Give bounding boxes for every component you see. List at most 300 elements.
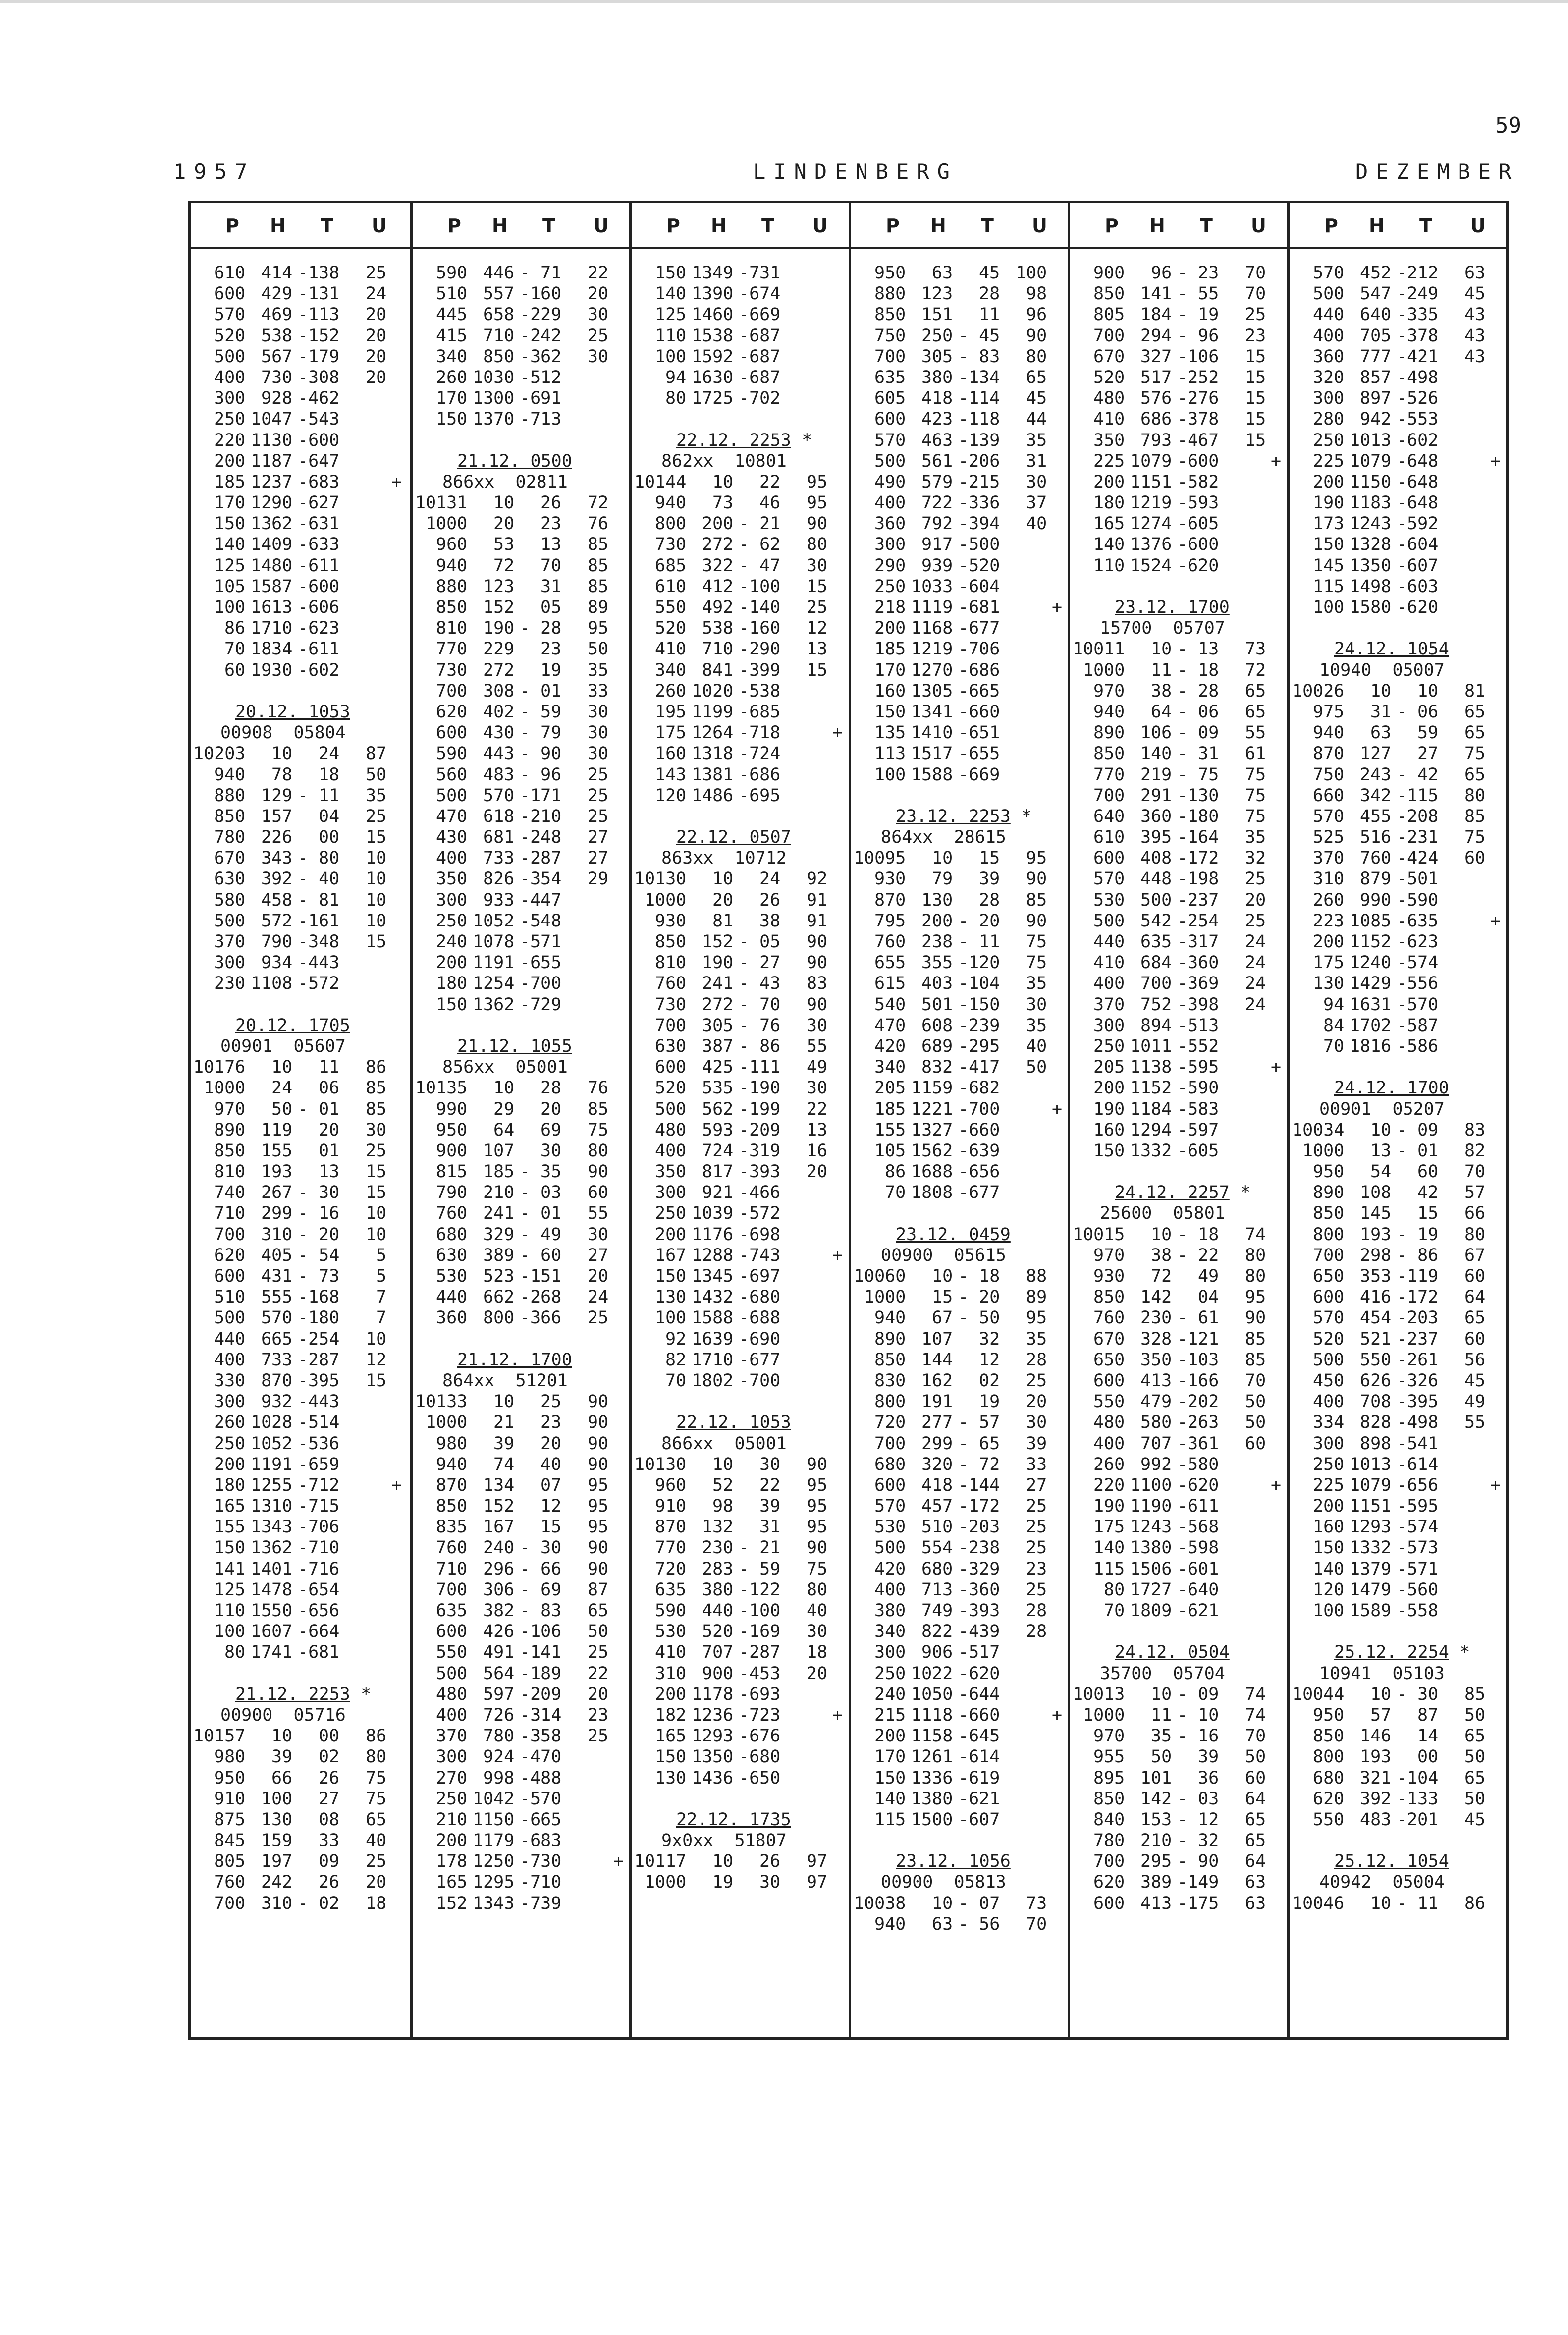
cell-humidity: 31 xyxy=(1026,451,1047,471)
table-row xyxy=(1290,952,1507,973)
table-row xyxy=(632,346,849,367)
cell-temperature: -700 xyxy=(958,1099,1000,1119)
cell-height: 898 xyxy=(1360,1433,1392,1454)
cell-humidity: 100 xyxy=(1016,263,1047,283)
cell-temperature: -140 xyxy=(739,597,781,617)
table-column xyxy=(1287,203,1507,2037)
cell-pressure: 200 xyxy=(1093,472,1125,492)
cell-height: 1183 xyxy=(1350,493,1392,513)
cell-height: 900 xyxy=(702,1663,734,1683)
table-row xyxy=(632,263,849,283)
table-row xyxy=(413,785,630,806)
cell-pressure: 175 xyxy=(1093,1517,1125,1537)
table-row xyxy=(191,1287,410,1307)
table-row xyxy=(191,890,410,911)
cell-humidity: 49 xyxy=(1464,1392,1486,1412)
cell-pressure: 10130 xyxy=(634,869,687,889)
cell-pressure: 620 xyxy=(214,1245,246,1265)
cell-height: 66 xyxy=(271,1768,293,1788)
cell-temperature: -498 xyxy=(1397,1412,1439,1433)
cell-height: 1030 xyxy=(473,367,515,387)
cell-temperature: - 01 xyxy=(1397,1140,1439,1161)
cell-temperature: -592 xyxy=(1397,514,1439,534)
cell-height: 1033 xyxy=(911,576,953,597)
cell-humidity: 95 xyxy=(1026,848,1047,869)
cell-pressure: 520 xyxy=(1093,367,1125,387)
cell-temperature: 25 xyxy=(541,1392,562,1412)
cell-temperature: - 09 xyxy=(1177,723,1219,743)
cell-pressure: 970 xyxy=(1093,1245,1125,1265)
cell-pressure: 850 xyxy=(1313,1726,1345,1746)
cell-humidity: 22 xyxy=(588,263,609,283)
table-row xyxy=(1290,681,1507,702)
cell-temperature: - 96 xyxy=(520,764,562,785)
table-row xyxy=(632,1120,849,1140)
cell-humidity: 40 xyxy=(807,1601,828,1621)
cell-temperature: -172 xyxy=(958,1496,1000,1517)
cell-temperature: -574 xyxy=(1397,1517,1439,1537)
table-row xyxy=(851,1726,1068,1746)
cell-temperature: - 32 xyxy=(1177,1831,1219,1851)
cell-humidity: 20 xyxy=(807,1162,828,1182)
cell-height: 305 xyxy=(702,1015,734,1035)
table-row xyxy=(1070,1307,1287,1328)
cell-height: 1270 xyxy=(911,660,953,680)
cell-height: 1300 xyxy=(473,388,515,409)
table-row xyxy=(632,952,849,973)
cell-pressure: 970 xyxy=(1093,1726,1125,1746)
cell-temperature: -149 xyxy=(1177,1872,1219,1893)
table-row xyxy=(413,1872,630,1893)
cell-pressure: 720 xyxy=(655,1559,687,1579)
cell-height: 1243 xyxy=(1350,514,1392,534)
cell-temperature: -743 xyxy=(739,1245,781,1265)
cell-temperature: - 49 xyxy=(520,1224,562,1245)
cell-temperature: -631 xyxy=(298,514,340,534)
cell-temperature: - 18 xyxy=(1177,1224,1219,1245)
ascent-code xyxy=(413,1370,630,1391)
cell-pressure: 530 xyxy=(874,1517,906,1537)
cell-height: 1047 xyxy=(251,409,293,430)
cell-humidity: 90 xyxy=(807,953,828,973)
table-row xyxy=(191,1726,410,1746)
cell-height: 19 xyxy=(712,1872,734,1893)
table-row xyxy=(1070,1350,1287,1370)
cell-height: 21 xyxy=(493,1412,515,1433)
cell-height: 272 xyxy=(483,660,515,680)
ascent-date: 24.12. 1054 xyxy=(1334,639,1449,659)
cell-pressure: 113 xyxy=(874,744,906,764)
cell-pressure: 115 xyxy=(1313,576,1345,597)
ascent-code-text: 856xx 05001 xyxy=(442,1057,568,1078)
cell-height: 1243 xyxy=(1130,1517,1172,1537)
table-row xyxy=(413,1893,630,1914)
table-row xyxy=(632,1370,849,1391)
cell-pressure: 975 xyxy=(1313,702,1345,722)
cell-humidity: 61 xyxy=(1245,744,1266,764)
cell-pressure: 340 xyxy=(874,1057,906,1078)
ascent-date: 20.12. 1053 xyxy=(235,702,350,722)
cell-pressure: 780 xyxy=(214,827,246,848)
column-header-row xyxy=(413,203,630,249)
cell-pressure: 100 xyxy=(214,1622,246,1642)
cell-temperature: - 86 xyxy=(1397,1245,1439,1265)
cell-temperature: - 75 xyxy=(1177,764,1219,785)
cell-pressure: 940 xyxy=(874,1308,906,1328)
table-row xyxy=(413,1768,630,1789)
cell-height: 72 xyxy=(1151,1266,1172,1286)
cell-height: 342 xyxy=(1360,785,1392,806)
table-row xyxy=(851,492,1068,513)
table-row xyxy=(851,263,1068,283)
cell-temperature: -144 xyxy=(958,1475,1000,1495)
cell-temperature: -160 xyxy=(739,618,781,639)
cell-height: 924 xyxy=(483,1747,515,1767)
cell-humidity: 25 xyxy=(1026,1579,1047,1600)
cell-height: 405 xyxy=(261,1245,293,1265)
cell-pressure: 350 xyxy=(436,869,468,889)
table-row xyxy=(1070,1475,1287,1496)
ascent-code-text: 15700 05707 xyxy=(1100,618,1225,639)
cell-temperature: -189 xyxy=(520,1663,562,1683)
cell-humidity: 18 xyxy=(807,1642,828,1663)
cell-pressure: 240 xyxy=(436,932,468,952)
cell-pressure: 500 xyxy=(436,1663,468,1683)
table-row xyxy=(413,263,630,283)
cell-humidity: 75 xyxy=(1464,827,1486,848)
cell-pressure: 500 xyxy=(214,911,246,931)
table-row xyxy=(413,409,630,430)
cell-pressure: 800 xyxy=(1313,1224,1345,1245)
cell-temperature: -254 xyxy=(1177,911,1219,931)
cell-temperature: -308 xyxy=(298,367,340,387)
cell-pressure: 540 xyxy=(874,994,906,1015)
sounding-table xyxy=(188,201,1509,2040)
cell-height: 1022 xyxy=(911,1663,953,1683)
ascent-date-time xyxy=(632,1412,849,1433)
cell-temperature: 39 xyxy=(759,1496,781,1517)
table-row xyxy=(851,931,1068,952)
cell-height: 562 xyxy=(702,1099,734,1119)
table-row xyxy=(413,388,630,409)
cell-height: 1152 xyxy=(1350,932,1392,952)
ascent-code-text: 00901 05207 xyxy=(1319,1099,1445,1119)
cell-humidity: 55 xyxy=(588,1203,609,1224)
table-row xyxy=(851,1746,1068,1767)
cell-temperature: -121 xyxy=(1177,1329,1219,1349)
cell-height: 1589 xyxy=(1350,1601,1392,1621)
cell-height: 1741 xyxy=(251,1642,293,1663)
cell-height: 932 xyxy=(261,1392,293,1412)
cell-height: 210 xyxy=(1140,1831,1172,1851)
cell-pressure: 930 xyxy=(655,911,687,931)
ascent-code xyxy=(851,1245,1068,1266)
cell-pressure: 530 xyxy=(436,1266,468,1286)
cell-height: 10 xyxy=(1370,1120,1392,1140)
table-row xyxy=(1070,263,1287,283)
cell-pressure: 140 xyxy=(874,1789,906,1809)
cell-temperature: -160 xyxy=(520,284,562,304)
cell-pressure: 250 xyxy=(214,1433,246,1454)
cell-temperature: - 59 xyxy=(739,1559,781,1579)
table-row xyxy=(191,576,410,597)
cell-temperature: - 01 xyxy=(520,1203,562,1224)
cell-pressure: 940 xyxy=(1313,723,1345,743)
table-row xyxy=(413,1433,630,1454)
cell-temperature: -209 xyxy=(739,1120,781,1140)
cell-pressure: 445 xyxy=(436,305,468,325)
cell-temperature: 10 xyxy=(1417,681,1439,701)
cell-pressure: 810 xyxy=(436,618,468,639)
table-row xyxy=(851,702,1068,722)
cell-height: 1100 xyxy=(1130,1475,1172,1495)
table-row xyxy=(1070,1245,1287,1266)
cell-humidity: 95 xyxy=(807,472,828,492)
ascent-date-time xyxy=(1070,597,1287,618)
cell-pressure: 620 xyxy=(1313,1789,1345,1809)
cell-pressure: 310 xyxy=(655,1663,687,1683)
cell-height: 1013 xyxy=(1350,1454,1392,1474)
cell-temperature: -718 xyxy=(739,723,781,743)
cell-humidity: 30 xyxy=(588,702,609,722)
cell-pressure: 630 xyxy=(436,1245,468,1265)
cell-humidity: 5 xyxy=(376,1266,387,1286)
cell-humidity: 65 xyxy=(1464,1768,1486,1788)
cell-humidity: 89 xyxy=(1026,1287,1047,1307)
cell-pressure: 1000 xyxy=(864,1287,906,1307)
cell-pressure: 680 xyxy=(874,1454,906,1474)
table-row xyxy=(1290,1036,1507,1057)
table-row xyxy=(1070,1329,1287,1350)
ascent-code xyxy=(1290,660,1507,681)
cell-humidity: 33 xyxy=(1026,1454,1047,1474)
table-row xyxy=(1070,1496,1287,1517)
ascent-code-text: 864xx 51201 xyxy=(442,1370,568,1391)
table-row xyxy=(1070,1057,1287,1078)
cell-pressure: 550 xyxy=(1093,1392,1125,1412)
cell-temperature: -655 xyxy=(520,953,562,973)
cell-pressure: 225 xyxy=(1313,451,1345,471)
cell-height: 1187 xyxy=(251,451,293,471)
cell-pressure: 185 xyxy=(874,1099,906,1119)
table-row xyxy=(1070,326,1287,346)
cell-temperature: 30 xyxy=(759,1872,781,1893)
cell-pressure: 182 xyxy=(655,1705,687,1725)
cell-humidity: 43 xyxy=(1464,305,1486,325)
cell-humidity: 45 xyxy=(1026,388,1047,409)
cell-temperature: - 28 xyxy=(520,618,562,639)
cell-humidity: 50 xyxy=(366,764,387,785)
tropopause-marker: + xyxy=(1490,911,1501,931)
cell-pressure: 570 xyxy=(1313,806,1345,826)
table-row xyxy=(413,283,630,304)
cell-humidity: 30 xyxy=(1026,472,1047,492)
cell-pressure: 850 xyxy=(874,1350,906,1370)
cell-pressure: 480 xyxy=(655,1120,687,1140)
table-row xyxy=(851,472,1068,492)
cell-pressure: 260 xyxy=(655,681,687,701)
table-row xyxy=(1070,785,1287,806)
table-row xyxy=(1290,1475,1507,1496)
cell-pressure: 805 xyxy=(1093,305,1125,325)
table-row xyxy=(632,1517,849,1537)
cell-temperature: -606 xyxy=(298,597,340,617)
column-header: P xyxy=(1324,215,1338,237)
cell-temperature: 22 xyxy=(759,472,781,492)
cell-height: 38 xyxy=(1151,681,1172,701)
cell-temperature: -572 xyxy=(298,974,340,994)
cell-temperature: 13 xyxy=(541,535,562,555)
cell-pressure: 175 xyxy=(655,723,687,743)
cell-height: 10 xyxy=(712,1851,734,1872)
cell-height: 640 xyxy=(1360,305,1392,325)
cell-height: 570 xyxy=(483,785,515,806)
cell-height: 894 xyxy=(1140,1015,1172,1035)
ascent-date-time xyxy=(1070,1182,1287,1203)
table-row xyxy=(191,1307,410,1328)
cell-humidity: 86 xyxy=(366,1726,387,1746)
cell-pressure: 82 xyxy=(665,1350,687,1370)
cell-height: 1151 xyxy=(1350,1496,1392,1517)
table-row xyxy=(1290,409,1507,430)
cell-height: 1725 xyxy=(692,388,734,409)
cell-height: 557 xyxy=(483,284,515,304)
cell-height: 662 xyxy=(483,1287,515,1307)
cell-temperature: -739 xyxy=(520,1893,562,1913)
cell-humidity: 20 xyxy=(807,1663,828,1683)
table-row xyxy=(851,1914,1068,1935)
cell-humidity: 50 xyxy=(1464,1789,1486,1809)
cell-pressure: 600 xyxy=(1313,1287,1345,1307)
cell-pressure: 490 xyxy=(874,472,906,492)
cell-pressure: 410 xyxy=(655,639,687,659)
cell-height: 79 xyxy=(932,869,953,889)
cell-pressure: 150 xyxy=(655,1266,687,1286)
cell-humidity: 30 xyxy=(588,305,609,325)
cell-humidity: 25 xyxy=(1026,1517,1047,1537)
cell-temperature: -467 xyxy=(1177,430,1219,450)
cell-humidity: 30 xyxy=(1026,994,1047,1015)
cell-temperature: -687 xyxy=(739,346,781,367)
table-row xyxy=(851,764,1068,785)
cell-height: 74 xyxy=(493,1454,515,1474)
cell-pressure: 250 xyxy=(214,409,246,430)
cell-temperature: -614 xyxy=(958,1747,1000,1767)
cell-height: 608 xyxy=(921,1015,953,1035)
cell-height: 1191 xyxy=(251,1454,293,1474)
cell-height: 402 xyxy=(483,702,515,722)
cell-temperature: -466 xyxy=(739,1183,781,1203)
cell-pressure: 250 xyxy=(874,576,906,597)
table-row xyxy=(1290,576,1507,597)
cell-height: 713 xyxy=(921,1579,953,1600)
cell-pressure: 600 xyxy=(436,1622,468,1642)
cell-pressure: 570 xyxy=(1313,1308,1345,1328)
table-row xyxy=(191,1830,410,1851)
cell-height: 414 xyxy=(261,263,293,283)
cell-temperature: -319 xyxy=(739,1140,781,1161)
cell-pressure: 155 xyxy=(214,1517,246,1537)
cell-height: 267 xyxy=(261,1183,293,1203)
table-row xyxy=(632,618,849,639)
ascent-date-time xyxy=(413,1036,630,1057)
cell-height: 1052 xyxy=(473,911,515,931)
cell-pressure: 530 xyxy=(655,1622,687,1642)
table-row xyxy=(191,1433,410,1454)
table-row xyxy=(632,869,849,889)
tropopause-marker: + xyxy=(832,1245,843,1265)
table-column xyxy=(410,203,630,2037)
ascent-date-time xyxy=(632,1809,849,1830)
cell-humidity: 12 xyxy=(807,618,828,639)
ascent-date: 21.12. 1700 xyxy=(457,1350,572,1370)
table-row xyxy=(632,743,849,764)
cell-pressure: 100 xyxy=(655,346,687,367)
cell-temperature: -119 xyxy=(1397,1266,1439,1286)
cell-pressure: 400 xyxy=(1313,1392,1345,1412)
cell-pressure: 890 xyxy=(874,1329,906,1349)
cell-height: 10 xyxy=(493,1078,515,1098)
cell-pressure: 310 xyxy=(1313,869,1345,889)
cell-height: 15 xyxy=(932,1287,953,1307)
cell-humidity: 80 xyxy=(366,1747,387,1767)
tropopause-marker: + xyxy=(1052,597,1063,617)
cell-pressure: 250 xyxy=(655,1203,687,1224)
cell-temperature: -180 xyxy=(298,1308,340,1328)
cell-height: 1327 xyxy=(911,1120,953,1140)
cell-temperature: -688 xyxy=(739,1308,781,1328)
cell-humidity: 10 xyxy=(366,1203,387,1224)
cell-pressure: 125 xyxy=(214,555,246,576)
cell-height: 320 xyxy=(921,1454,953,1474)
cell-humidity: 13 xyxy=(807,1120,828,1140)
table-row xyxy=(413,1642,630,1663)
cell-height: 1702 xyxy=(1350,1015,1392,1035)
table-row xyxy=(632,1266,849,1287)
cell-humidity: 43 xyxy=(1464,326,1486,346)
table-row xyxy=(413,367,630,388)
cell-humidity: 65 xyxy=(1245,1831,1266,1851)
table-row xyxy=(1070,1099,1287,1120)
table-row xyxy=(413,931,630,952)
cell-humidity: 25 xyxy=(588,785,609,806)
table-row xyxy=(413,952,630,973)
cell-pressure: 330 xyxy=(214,1370,246,1391)
table-row xyxy=(851,1454,1068,1475)
cell-height: 1191 xyxy=(473,953,515,973)
cell-height: 1376 xyxy=(1130,535,1172,555)
cell-temperature: 49 xyxy=(1198,1266,1219,1286)
cell-height: 1254 xyxy=(473,974,515,994)
cell-height: 226 xyxy=(261,827,293,848)
cell-pressure: 780 xyxy=(1093,1831,1125,1851)
cell-pressure: 980 xyxy=(436,1433,468,1454)
cell-temperature: 15 xyxy=(979,848,1000,869)
page-number: 59 xyxy=(1495,113,1521,138)
cell-humidity: 80 xyxy=(1464,785,1486,806)
cell-pressure: 185 xyxy=(874,639,906,659)
cell-temperature: -201 xyxy=(1397,1809,1439,1830)
cell-temperature: -571 xyxy=(520,932,562,952)
table-row xyxy=(851,660,1068,681)
spacer xyxy=(632,409,849,430)
cell-temperature: -180 xyxy=(1177,806,1219,826)
table-row xyxy=(413,743,630,764)
table-row xyxy=(632,1203,849,1224)
cell-height: 1318 xyxy=(692,744,734,764)
cell-humidity: 65 xyxy=(1464,723,1486,743)
cell-height: 10 xyxy=(712,1454,734,1474)
